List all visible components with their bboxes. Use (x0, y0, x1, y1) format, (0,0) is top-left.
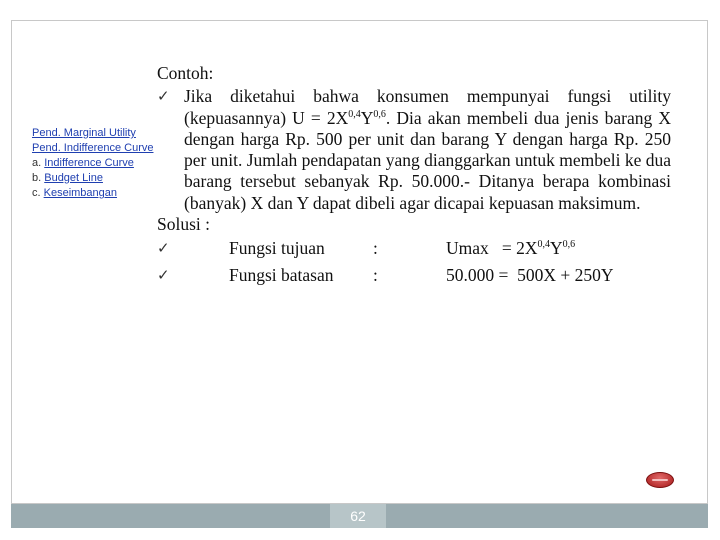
row-label: Fungsi batasan (229, 265, 334, 286)
constraint-function-value: 50.000 = 500X + 250Y (446, 265, 614, 286)
solusi-label: Solusi : (157, 214, 211, 235)
slide-content (157, 63, 671, 289)
problem-text: Jika diketahui bahwa konsumen mempunyai fungsi utility (kepuasannya) $U = 2X^{0,4}Y^{0,6}$. Dia akan membeli dua jenis barang X dengan harga Rp. 500 per unit dan barang Y dengan harga Rp. 250 per unit. Jumlah pendapatan yang dianggarkan untuk membeli ke dua barang tersebut sebanyak Rp. 50.000.- Ditanya berapa kombinasi (banyak) X dan Y dapat dibeli agar dicapai kepuasan maksimum. (184, 86, 671, 213)
nav-prefix: c. (32, 187, 44, 199)
sidebar-nav (32, 126, 153, 201)
row-colon: : (373, 238, 378, 259)
nav-link[interactable]: Pend. Marginal Utility (32, 127, 136, 139)
objective-function-row (157, 235, 671, 262)
problem-statement (157, 86, 671, 214)
nav-link[interactable]: Pend. Indifference Curve (32, 142, 154, 154)
constraint-function-row (157, 262, 671, 289)
row-label: Fungsi tujuan (229, 238, 325, 259)
nav-prefix: b. (32, 172, 45, 184)
objective-function-value: $Umax = 2X^{0,4}Y^{0,6}$ (446, 238, 576, 259)
nav-link[interactable]: Indifference Curve (44, 157, 134, 169)
nav-link[interactable]: Keseimbangan (43, 187, 118, 199)
nav-item-keseimbangan[interactable] (32, 186, 153, 201)
nav-item-marginal-utility[interactable] (32, 126, 153, 141)
check-bullet-icon: ✓ (157, 87, 170, 106)
check-bullet-icon: ✓ (157, 266, 170, 285)
nav-item-indifference-curve-approach[interactable] (32, 141, 153, 156)
nav-item-budget-line[interactable] (32, 171, 153, 186)
slide-title: Contoh: (157, 63, 214, 83)
nav-item-indifference-curve[interactable] (32, 156, 153, 171)
check-bullet-icon: ✓ (157, 239, 170, 258)
next-slide-button[interactable] (646, 472, 674, 488)
page-number: 62 (330, 504, 386, 528)
nav-prefix: a. (32, 157, 45, 169)
nav-link[interactable]: Budget Line (44, 172, 103, 184)
row-colon: : (373, 265, 378, 286)
